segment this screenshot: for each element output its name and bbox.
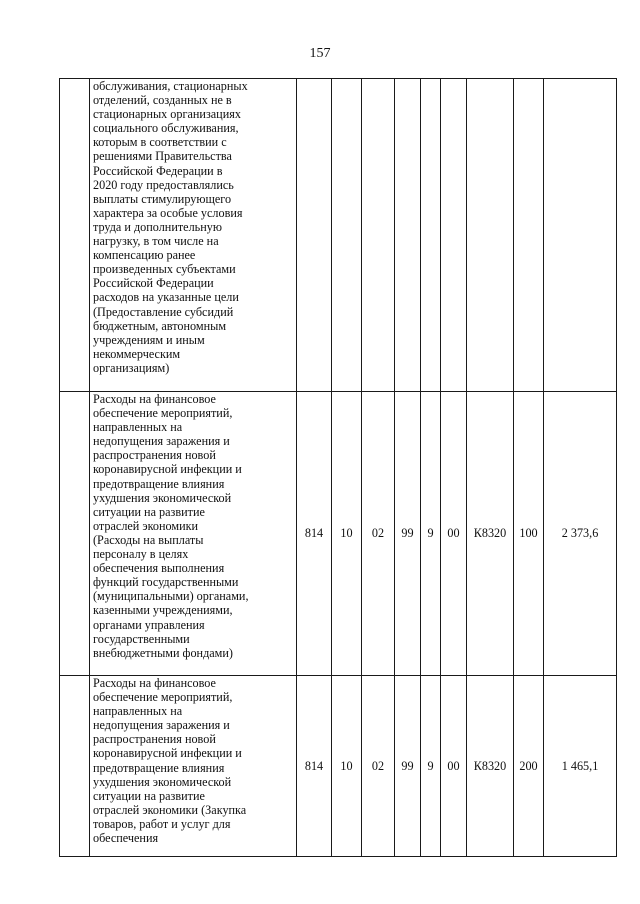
description-cell <box>90 676 297 857</box>
table-row <box>60 392 617 676</box>
expense-type-cell <box>514 79 544 392</box>
program-cell: 99 <box>395 676 421 857</box>
amount-cell <box>544 79 617 392</box>
section-cell: 10 <box>332 392 362 676</box>
section-cell <box>332 79 362 392</box>
description-text: Расходы на финансовое обеспечение мероприятий, направленных на недопущения заражения и распространения новой коронавирусной инфекции и предотвращение влияния ухудшения экономической ситуации на развитие отраслей экономики (Расходы на выплаты персоналу в целях обеспечения выполнения функций государственными (муниципальными) органами, казенными учреждениями, органами управления государственными внебюджетными фондами) <box>93 392 249 660</box>
subsection-cell <box>362 79 395 392</box>
subprogram-cell: 9 <box>421 676 441 857</box>
description-text: Расходы на финансовое обеспечение мероприятий, направленных на недопущения заражения и распространения новой коронавирусной инфекции и предотвращение влияния ухудшения экономической ситуации на развитие отраслей экономики (Закупка товаров, работ и услуг для обеспечения <box>93 676 247 846</box>
measure-cell: 00 <box>441 392 467 676</box>
subsection-cell: 02 <box>362 392 395 676</box>
grbs-cell: 814 <box>297 676 332 857</box>
description-cell <box>90 79 297 392</box>
subsection-cell: 02 <box>362 676 395 857</box>
expense-type-cell: 200 <box>514 676 544 857</box>
direction-cell: К8320 <box>467 676 514 857</box>
budget-table <box>59 78 617 857</box>
row-number-cell <box>60 392 90 676</box>
row-number-cell <box>60 79 90 392</box>
measure-cell <box>441 79 467 392</box>
direction-cell: К8320 <box>467 392 514 676</box>
subprogram-cell: 9 <box>421 392 441 676</box>
description-cell <box>90 392 297 676</box>
direction-cell <box>467 79 514 392</box>
subprogram-cell <box>421 79 441 392</box>
program-cell <box>395 79 421 392</box>
table-row <box>60 79 617 392</box>
grbs-cell: 814 <box>297 392 332 676</box>
row-number-cell <box>60 676 90 857</box>
description-text: обслуживания, стационарных отделений, созданных не в стационарных организациях социального обслуживания, которым в соответствии с решениями Правительства Российской Федерации в 2020 году предоставлялись выплаты стимулирующего характера за особые условия труда и дополнительную нагрузку, в том числе на компенсацию ранее произведенных субъектами Российской Федерации расходов на указанные цели (Предоставление субсидий бюджетным, автономным учреждениям и иным некоммерческим организациям) <box>93 79 248 375</box>
table-row <box>60 676 617 857</box>
amount-cell: 1 465,1 <box>544 676 617 857</box>
section-cell: 10 <box>332 676 362 857</box>
measure-cell: 00 <box>441 676 467 857</box>
program-cell: 99 <box>395 392 421 676</box>
page-number: 157 <box>309 46 331 61</box>
grbs-cell <box>297 79 332 392</box>
amount-cell: 2 373,6 <box>544 392 617 676</box>
expense-type-cell: 100 <box>514 392 544 676</box>
